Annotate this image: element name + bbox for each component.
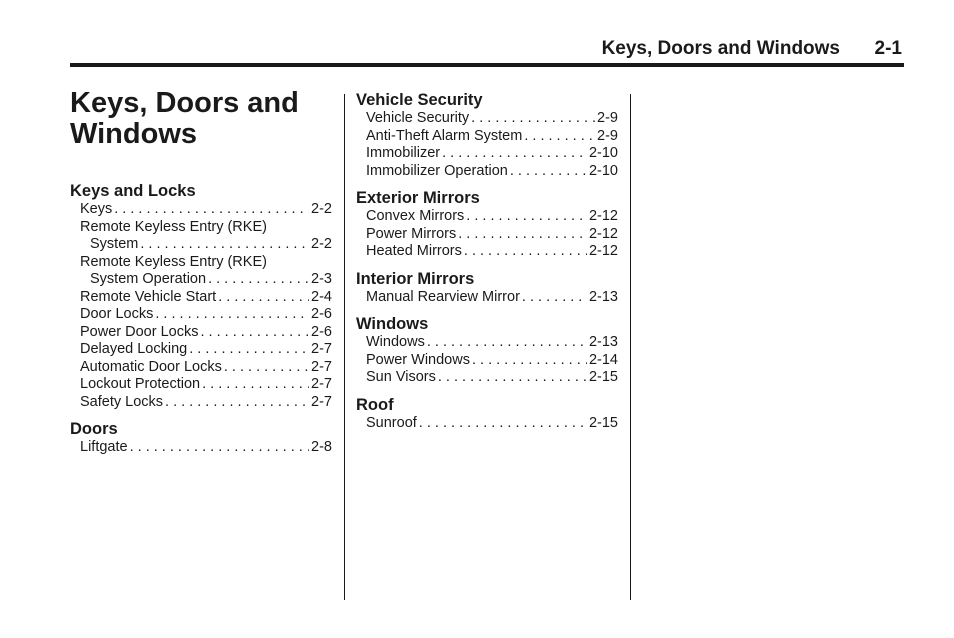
toc-entry-title: Power Windows xyxy=(366,351,470,368)
dot-leader xyxy=(224,359,309,377)
toc-entry-title: Remote Vehicle Start xyxy=(80,288,217,305)
toc-entry-title: Sun Visors xyxy=(366,369,436,385)
toc-section-vehicle-security xyxy=(356,91,618,180)
toc-entry-title: Remote Keyless Entry (RKE) xyxy=(80,218,267,235)
toc-entry-automatic-door-locks[interactable] xyxy=(70,359,332,377)
toc-entry-page: 2-6 xyxy=(311,306,332,322)
toc-entry-title: Liftgate xyxy=(80,439,128,455)
toc-entry-title: Windows xyxy=(366,334,425,350)
column-divider xyxy=(630,94,631,600)
toc-entry-title: Heated Mirrors xyxy=(366,243,462,259)
dot-leader xyxy=(155,306,309,324)
toc-section-roof xyxy=(356,396,618,433)
toc-entry-windows[interactable] xyxy=(356,334,618,352)
toc-entry-page: 2-8 xyxy=(311,439,332,455)
toc-entry-page: 2-9 xyxy=(597,110,618,126)
toc-entry-title: Sunroof xyxy=(366,414,417,431)
toc-entry-anti-theft-alarm-system[interactable] xyxy=(356,128,618,146)
toc-entry-immobilizer[interactable] xyxy=(356,145,618,163)
toc-entry-page: 2-15 xyxy=(588,369,618,385)
dot-leader xyxy=(458,226,587,244)
toc-entry-title: Automatic Door Locks xyxy=(80,358,222,375)
dot-leader xyxy=(472,352,587,370)
toc-entry-manual-rearview-mirror[interactable] xyxy=(356,289,618,307)
toc-entry-remote-keyless-entry-rke-system[interactable] xyxy=(70,219,332,254)
toc-entry-page: 2-9 xyxy=(597,127,618,144)
section-heading: Keys and Locks xyxy=(70,182,196,200)
dot-leader xyxy=(140,236,309,254)
toc-entry-page: 2-10 xyxy=(588,145,618,161)
section-heading: Windows xyxy=(356,315,429,333)
toc-entry-sun-visors[interactable] xyxy=(356,369,618,387)
dot-leader xyxy=(510,163,587,181)
toc-entry-page: 2-15 xyxy=(588,414,618,431)
section-heading: Roof xyxy=(356,395,394,414)
toc-entry-vehicle-security[interactable] xyxy=(356,110,618,128)
toc-entry-title: Power Mirrors xyxy=(366,225,457,242)
toc-entry-page: 2-10 xyxy=(588,162,618,179)
toc-section-exterior-mirrors xyxy=(356,189,618,261)
toc-entry-liftgate[interactable] xyxy=(70,439,332,457)
dot-leader xyxy=(442,145,587,163)
toc-entry-page: 2-12 xyxy=(588,225,618,242)
toc-entry-lockout-protection[interactable] xyxy=(70,376,332,394)
dot-leader xyxy=(466,208,587,226)
toc-entry-safety-locks[interactable] xyxy=(70,394,332,412)
toc-entry-title: Vehicle Security xyxy=(366,110,470,126)
toc-entry-title: Keys xyxy=(80,201,113,217)
toc-entry-keys[interactable] xyxy=(70,201,332,219)
toc-entry-heated-mirrors[interactable] xyxy=(356,243,618,261)
toc-entry-sunroof[interactable] xyxy=(356,415,618,433)
dot-leader xyxy=(189,341,309,359)
section-heading: Exterior Mirrors xyxy=(356,189,480,207)
toc-entry-page: 2-6 xyxy=(311,323,332,340)
dot-leader xyxy=(114,201,309,219)
toc-section-interior-mirrors xyxy=(356,270,618,307)
toc-entry-immobilizer-operation[interactable] xyxy=(356,163,618,181)
dot-leader xyxy=(524,128,595,146)
toc-entry-page: 2-3 xyxy=(311,271,332,287)
toc-column-left xyxy=(70,182,332,466)
dot-leader xyxy=(165,394,309,412)
toc-entry-page: 2-14 xyxy=(588,351,618,368)
toc-entry-title: Immobilizer Operation xyxy=(366,162,508,179)
dot-leader xyxy=(419,415,587,433)
toc-entry-title: Anti-Theft Alarm System xyxy=(366,127,523,144)
dot-leader xyxy=(438,369,587,387)
toc-entry-title: Power Door Locks xyxy=(80,323,199,340)
toc-entry-title: System Operation xyxy=(90,271,207,287)
dot-leader xyxy=(208,271,309,289)
toc-section-windows xyxy=(356,315,618,387)
toc-entry-power-door-locks[interactable] xyxy=(70,324,332,342)
page-number: 2-1 xyxy=(874,38,902,59)
toc-entry-door-locks[interactable] xyxy=(70,306,332,324)
chapter-title: Keys, Doors and Windows xyxy=(70,87,299,150)
toc-entry-power-mirrors[interactable] xyxy=(356,226,618,244)
header-rule xyxy=(70,63,904,67)
running-header-title: Keys, Doors and Windows xyxy=(601,38,840,59)
dot-leader xyxy=(130,439,309,457)
column-divider xyxy=(344,94,345,600)
toc-entry-page: 2-2 xyxy=(311,201,332,217)
toc-section-keys-and-locks xyxy=(70,182,332,411)
toc-entry-title: Door Locks xyxy=(80,306,154,322)
toc-section-doors xyxy=(70,420,332,457)
dot-leader xyxy=(218,289,309,307)
section-heading: Vehicle Security xyxy=(356,91,483,109)
toc-entry-convex-mirrors[interactable] xyxy=(356,208,618,226)
toc-entry-page: 2-7 xyxy=(311,393,332,410)
toc-entry-title: Immobilizer xyxy=(366,145,441,161)
toc-entry-title: Convex Mirrors xyxy=(366,208,465,224)
toc-entry-page: 2-2 xyxy=(311,236,332,252)
toc-entry-title: Manual Rearview Mirror xyxy=(366,288,520,305)
toc-entry-page: 2-12 xyxy=(588,243,618,259)
dot-leader xyxy=(464,243,587,261)
toc-entry-page: 2-12 xyxy=(588,208,618,224)
toc-entry-title: Delayed Locking xyxy=(80,341,188,357)
toc-entry-delayed-locking[interactable] xyxy=(70,341,332,359)
toc-entry-page: 2-7 xyxy=(311,341,332,357)
toc-entry-page: 2-13 xyxy=(588,288,618,305)
toc-entry-title: Safety Locks xyxy=(80,393,164,410)
toc-entry-page: 2-4 xyxy=(311,288,332,305)
toc-entry-page: 2-13 xyxy=(588,334,618,350)
toc-entry-title: Lockout Protection xyxy=(80,376,201,392)
dot-leader xyxy=(471,110,595,128)
dot-leader xyxy=(200,324,309,342)
toc-entry-title: System xyxy=(90,236,139,252)
toc-entry-remote-keyless-entry-rke-system-operation[interactable] xyxy=(70,254,332,289)
dot-leader xyxy=(202,376,309,394)
toc-entry-page: 2-7 xyxy=(311,358,332,375)
toc-entry-page: 2-7 xyxy=(311,376,332,392)
section-heading: Doors xyxy=(70,420,118,438)
toc-entry-title: Remote Keyless Entry (RKE) xyxy=(80,253,267,270)
toc-column-middle xyxy=(356,91,618,441)
section-heading: Interior Mirrors xyxy=(356,269,475,288)
toc-entry-power-windows[interactable] xyxy=(356,352,618,370)
toc-entry-remote-vehicle-start[interactable] xyxy=(70,289,332,307)
dot-leader xyxy=(427,334,587,352)
dot-leader xyxy=(522,289,587,307)
